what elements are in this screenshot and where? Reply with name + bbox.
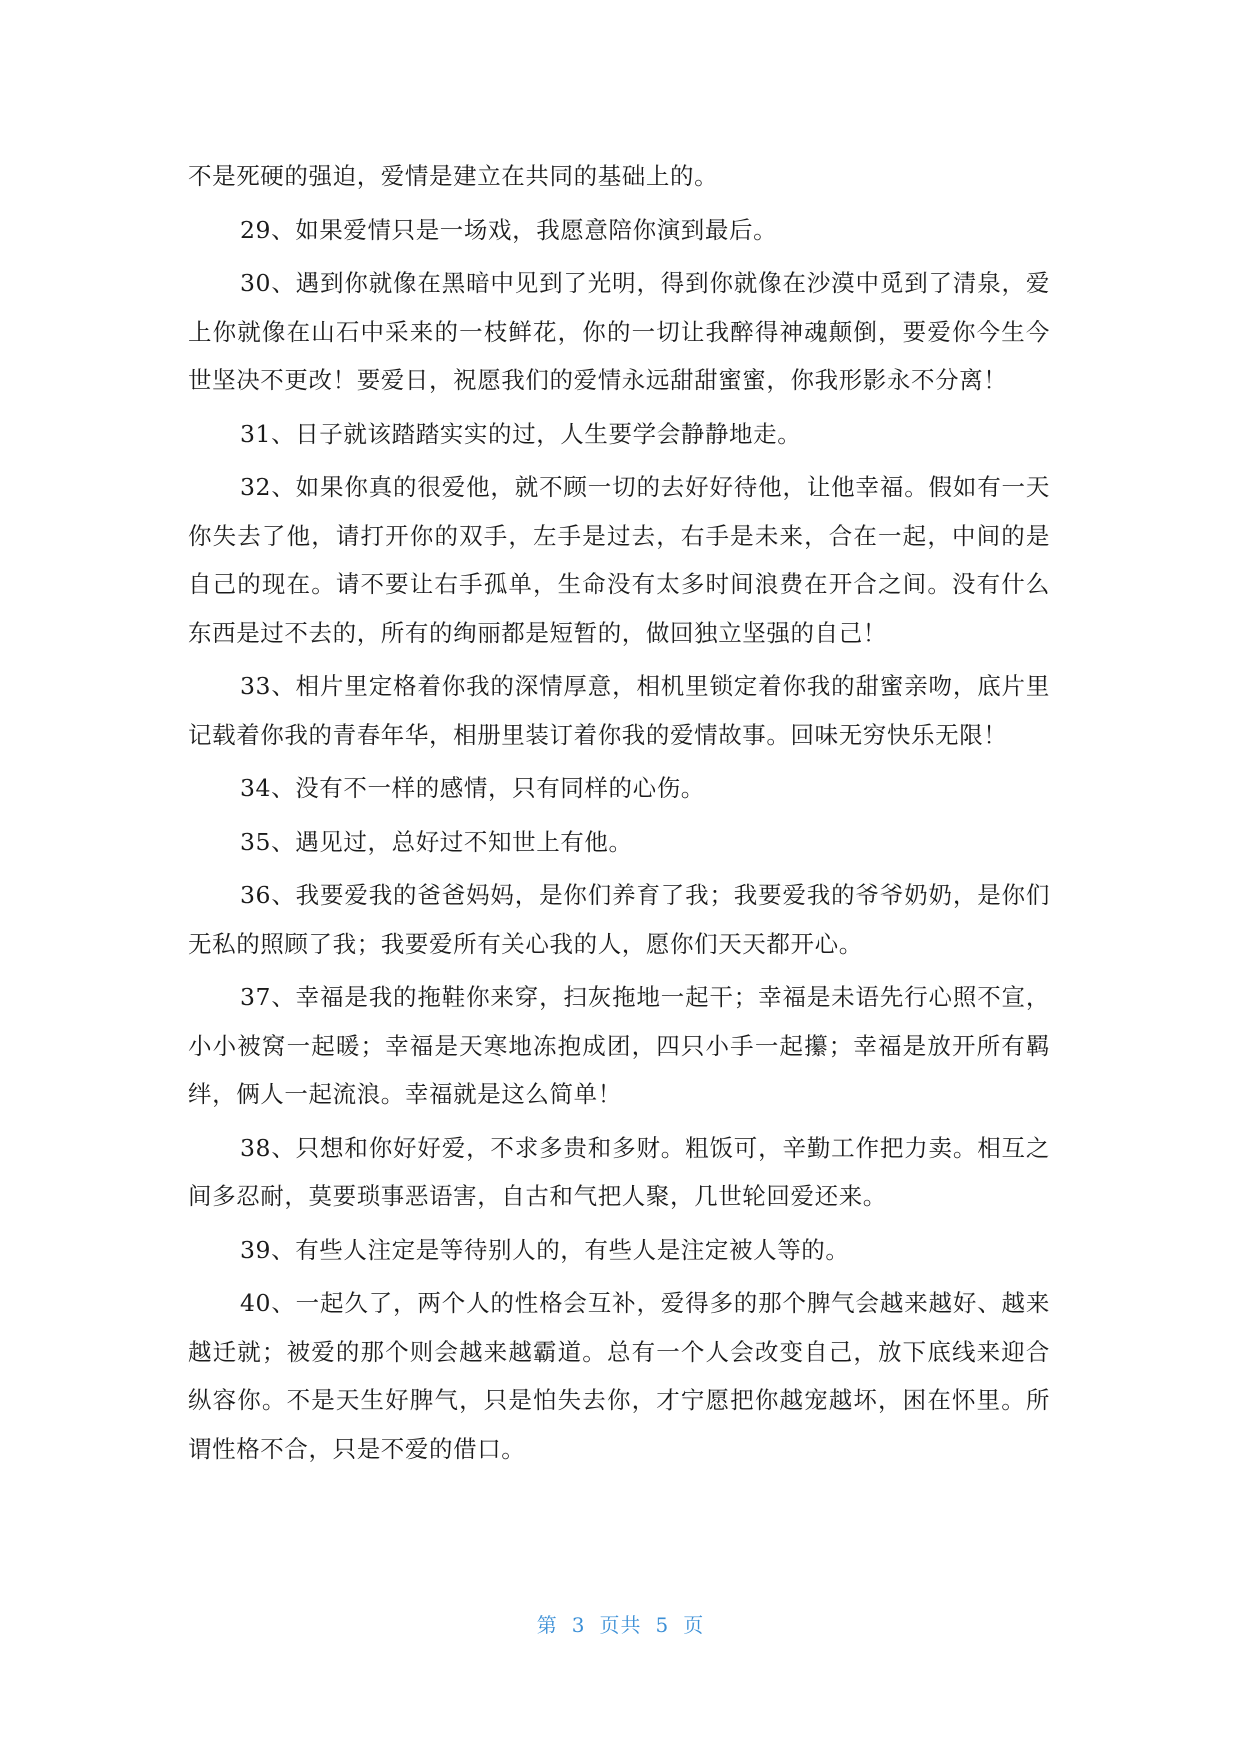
paragraph-item-40: 40、一起久了，两个人的性格会互补，爱得多的那个脾气会越来越好、越来越迁就；被爱的那个则会越来越霸道。总有一个人会改变自己，放下底线来迎合纵容你。不是天生好脾气，只是怕失去你，才宁愿把你越宠越坏，困在怀里。所谓性格不合，只是不爱的借口。: [188, 1289, 1050, 1463]
footer-prefix: 第: [536, 1613, 558, 1637]
paragraph-item-30: 30、遇到你就像在黑暗中见到了光明，得到你就像在沙漠中觅到了清泉，爱上你就像在山石中采来的一枝鲜花，你的一切让我醉得神魂颠倒，要爱你今生今世坚决不更改！要爱日，祝愿我们的爱情永远甜甜蜜蜜，你我形影永不分离！: [188, 269, 1050, 394]
paragraph-item-37: 37、幸福是我的拖鞋你来穿，扫灰拖地一起干；幸福是未语先行心照不宣，小小被窝一起暖；幸福是天寒地冻抱成团，四只小手一起攥；幸福是放开所有羁绊，俩人一起流浪。幸福就是这么简单！: [188, 983, 1050, 1108]
footer-total-pages: 5: [655, 1613, 670, 1637]
footer-middle: 页共: [599, 1613, 642, 1637]
paragraph-item-33: 33、相片里定格着你我的深情厚意，相机里锁定着你我的甜蜜亲吻，底片里记载着你我的青春年华，相册里装订着你我的爱情故事。回味无穷快乐无限！: [188, 672, 1050, 749]
paragraph-item-29: 29、如果爱情只是一场戏，我愿意陪你演到最后。: [240, 215, 778, 244]
paragraph-item-36: 36、我要爱我的爸爸妈妈，是你们养育了我；我要爱我的爷爷奶奶，是你们无私的照顾了我；我要爱所有关心我的人，愿你们天天都开心。: [188, 881, 1050, 958]
paragraph-item-35: 35、遇见过，总好过不知世上有他。: [240, 827, 633, 856]
paragraph-item-38: 38、只想和你好好爱，不求多贵和多财。粗饭可，辛勤工作把力卖。相互之间多忍耐，莫要琐事恶语害，自古和气把人聚，几世轮回爱还来。: [188, 1133, 1050, 1210]
paragraph: 不是死硬的强迫，爱情是建立在共同的基础上的。: [188, 162, 719, 190]
paragraph-item-31: 31、日子就该踏踏实实的过，人生要学会静静地走。: [240, 419, 802, 448]
paragraph-item-34: 34、没有不一样的感情，只有同样的心伤。: [240, 774, 705, 802]
paragraph-item-39: 39、有些人注定是等待别人的，有些人是注定被人等的。: [240, 1235, 850, 1264]
page-footer: [0, 1609, 1241, 1638]
footer-current-page: 3: [571, 1613, 586, 1637]
footer-suffix: 页: [683, 1613, 705, 1637]
document-body: [188, 152, 1050, 1478]
paragraph-item-32: 32、如果你真的很爱他，就不顾一切的去好好待他，让他幸福。假如有一天你失去了他，请打开你的双手，左手是过去，右手是未来，合在一起，中间的是自己的现在。请不要让右手孤单，生命没有太多时间浪费在开合之间。没有什么东西是过不去的，所有的绚丽都是短暂的，做回独立坚强的自己！: [188, 473, 1050, 647]
